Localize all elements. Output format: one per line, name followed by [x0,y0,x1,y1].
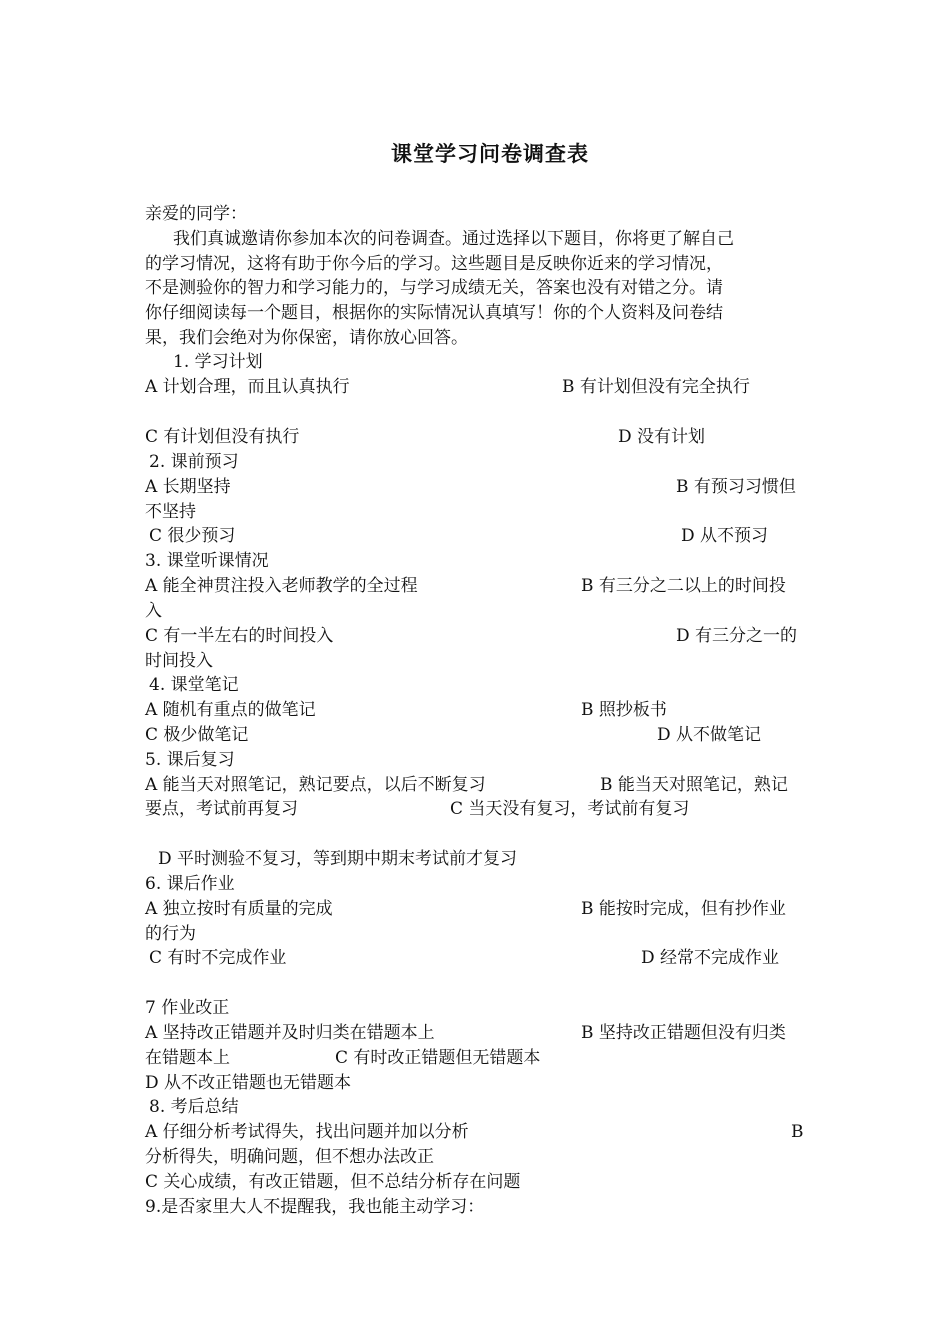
option-c: C 极少做笔记 [145,725,249,745]
option-row [145,475,815,500]
option-c: C 有一半左右的时间投入 [145,626,334,646]
option-a: A 计划合理，而且认真执行 [145,377,350,397]
option-row [145,1046,815,1071]
option-c: C 有计划但没有执行 [145,427,300,447]
option-d: D 从不做笔记 [657,725,762,745]
intro-line: 不是测验你的智力和学习能力的，与学习成绩无关，答案也没有对错之分。请 [145,278,723,298]
option-b: B 有三分之二以上的时间投 [581,576,786,596]
option-d: D 经常不完成作业 [641,948,780,968]
option-c: C 当天没有复习，考试前有复习 [450,799,690,819]
option-c: C 有时改正错题但无错题本 [335,1048,541,1068]
option-b: B 有计划但没有完全执行 [562,377,750,397]
option-b: B [791,1122,804,1142]
option-row [149,946,815,971]
option-b-continued: 不坚持 [145,502,196,522]
option-a: A 长期坚持 [145,477,231,497]
option-b: B 能当天对照笔记，熟记 [600,775,788,795]
intro-line: 你仔细阅读每一个题目，根据你的实际情况认真填写！你的个人资料及问卷结 [145,303,723,323]
option-row [145,425,815,450]
question-title: 8. 考后总结 [149,1097,239,1117]
option-row [145,375,815,400]
option-b: B 照抄板书 [581,700,667,720]
option-d: D 平时测验不复习，等到期中期末考试前才复习 [158,849,518,869]
question-title: 2. 课前预习 [149,452,239,472]
greeting: 亲爱的同学： [145,204,247,224]
intro-line: 的学习情况，这将有助于你今后的学习。这些题目是反映你近来的学习情况， [145,254,723,274]
question-title: 1. 学习计划 [173,352,263,372]
option-row [145,698,815,723]
option-row [145,624,815,649]
document-title: 课堂学习问卷调查表 [391,141,589,166]
option-d: D 有三分之一的 [676,626,798,646]
option-b-continued: 入 [145,601,162,621]
option-b: B 坚持改正错题但没有归类 [581,1023,786,1043]
option-b: B 能按时完成，但有抄作业 [581,899,786,919]
option-a: A 能当天对照笔记，熟记要点，以后不断复习 [145,775,486,795]
option-b-continued: 要点，考试前再复习 [145,799,298,819]
option-d: D 从不改正错题也无错题本 [145,1073,352,1093]
option-row [145,1120,815,1145]
option-c: C 有时不完成作业 [149,948,287,968]
option-d: D 没有计划 [618,427,706,447]
option-row [145,897,815,922]
option-row [145,1021,815,1046]
option-row [145,574,815,599]
question-title: 3. 课堂听课情况 [145,551,269,571]
option-row [145,723,815,748]
option-b-continued: 在错题本上 [145,1048,230,1068]
question-title: 5. 课后复习 [145,750,235,770]
option-b-continued: 的行为 [145,924,196,944]
option-a: A 随机有重点的做笔记 [145,700,316,720]
question-title: 7 作业改正 [145,998,230,1018]
question-title: 6. 课后作业 [145,874,235,894]
option-c: C 很少预习 [149,526,236,546]
intro-line: 果，我们会绝对为你保密，请你放心回答。 [145,328,468,348]
question-title: 4. 课堂笔记 [149,675,239,695]
option-d: D 从不预习 [681,526,769,546]
intro-line: 我们真诚邀请你参加本次的问卷调查。通过选择以下题目，你将更了解自己 [173,229,734,249]
option-row [145,797,815,822]
option-row [145,773,815,798]
option-c: C 关心成绩，有改正错题，但不总结分析存在问题 [145,1172,521,1192]
option-a: A 能全神贯注投入老师教学的全过程 [145,576,418,596]
option-b: B 有预习习惯但 [676,477,796,497]
option-a: A 独立按时有质量的完成 [145,899,333,919]
option-b-continued: 分析得失，明确问题，但不想办法改正 [145,1147,434,1167]
option-d-continued: 时间投入 [145,651,213,671]
option-row [149,524,815,549]
option-a: A 坚持改正错题并及时归类在错题本上 [145,1023,435,1043]
option-a: A 仔细分析考试得失，找出问题并加以分析 [145,1122,469,1142]
question-title: 9.是否家里大人不提醒我，我也能主动学习： [145,1197,485,1217]
